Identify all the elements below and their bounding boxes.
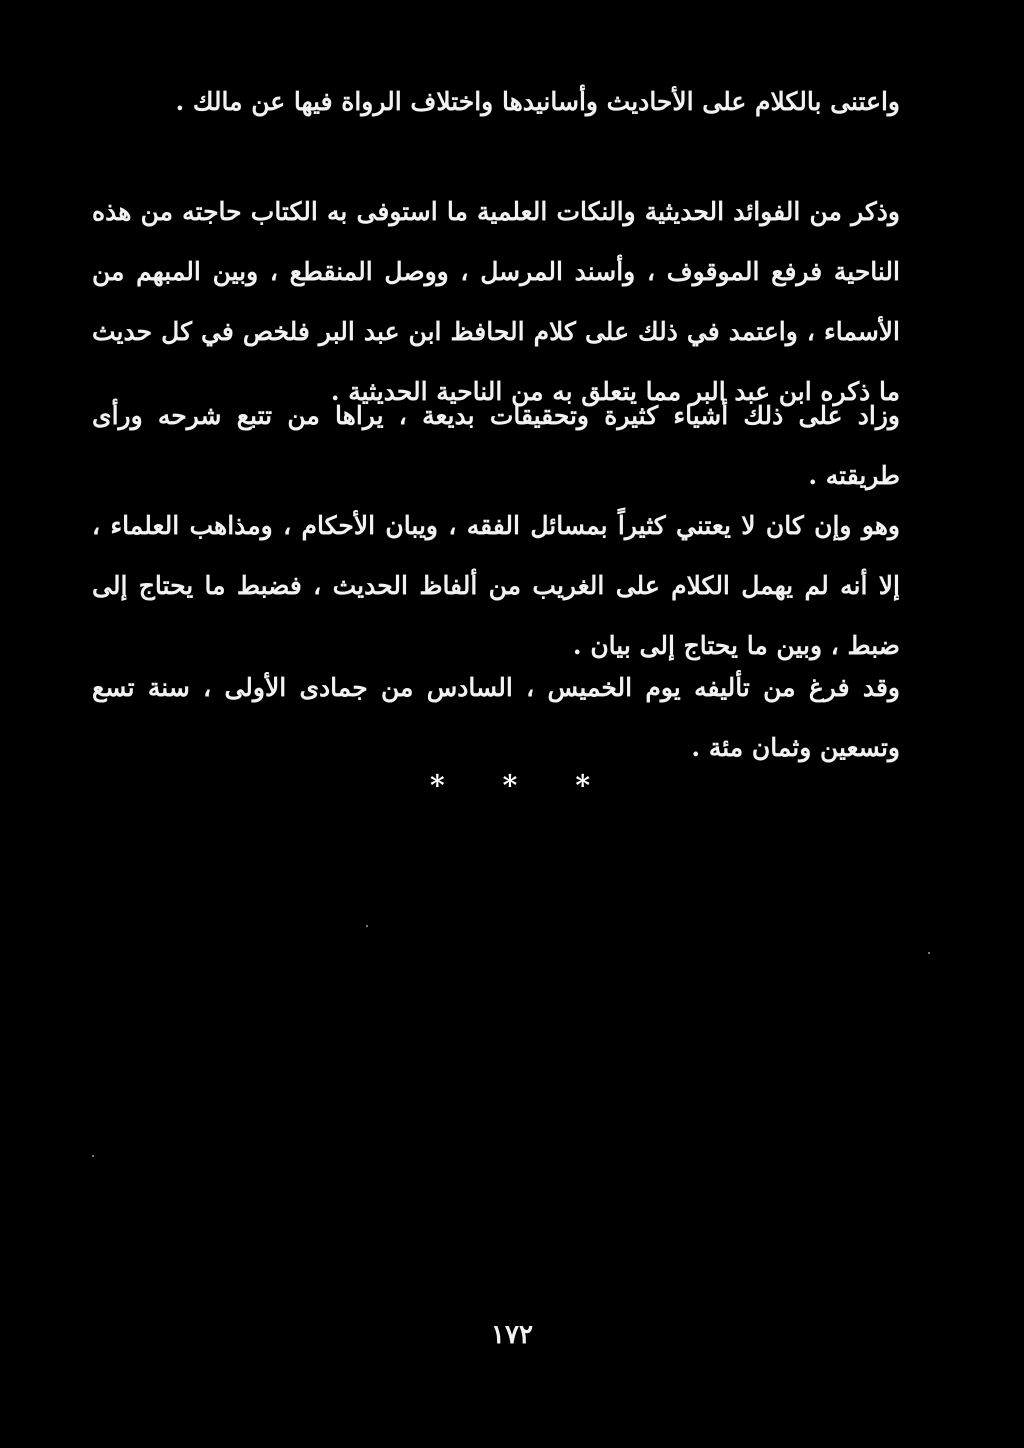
section-separator bbox=[430, 766, 590, 806]
scan-speck bbox=[366, 925, 368, 927]
paragraph-text: وهو وإن كان لا يعتني كثيراً بمسائل الفقه ، ويبان الأحكام ، ومذاهب العلماء ، إلا أنه لم يهمل الكلام على الغريب من ألفاظ الحديث ، فضبط ما يحتاج إلى ضبط ، وبين ما يحتاج إلى بيان . bbox=[92, 511, 900, 660]
paragraph-text: وذكر من الفوائد الحديثية والنكات العلمية ما استوفى به الكتاب حاجته من هذه الناحية فرفع الموقوف ، وأسند المرسل ، ووصل المنقطع ، وبين المبهم من الأسماء ، واعتمد في ذلك على كلام الحافظ ابن عبد البر فلخص في كل حديث ما ذكره ابن عبد البر مما يتعلق به من الناحية الحديثية . bbox=[92, 197, 900, 406]
scan-speck bbox=[92, 1155, 94, 1157]
page-number: ١٧٢ bbox=[491, 1320, 533, 1350]
scan-speck bbox=[928, 952, 930, 954]
paragraph-text: وزاد على ذلك أشياء كثيرة وتحقيقات بديعة ، يراها من تتبع شرحه ورأى طريقته . bbox=[92, 401, 900, 490]
paragraph-text: وقد فرغ من تأليفه يوم الخميس ، السادس من جمادى الأولى ، سنة تسع وتسعين وثمان مئة . bbox=[92, 673, 900, 762]
separator-star: * bbox=[502, 769, 518, 802]
paragraph-additions bbox=[92, 386, 900, 506]
paragraph-hadith-commentary bbox=[92, 72, 900, 132]
paragraph-fiqh bbox=[92, 496, 900, 676]
paragraph-completion-date bbox=[92, 658, 900, 778]
separator-star: * bbox=[430, 769, 445, 802]
paragraph-text: واعتنى بالكلام على الأحاديث وأسانيدها واختلاف الرواة فيها عن مالك . bbox=[175, 87, 900, 116]
separator-star: * bbox=[575, 769, 590, 802]
